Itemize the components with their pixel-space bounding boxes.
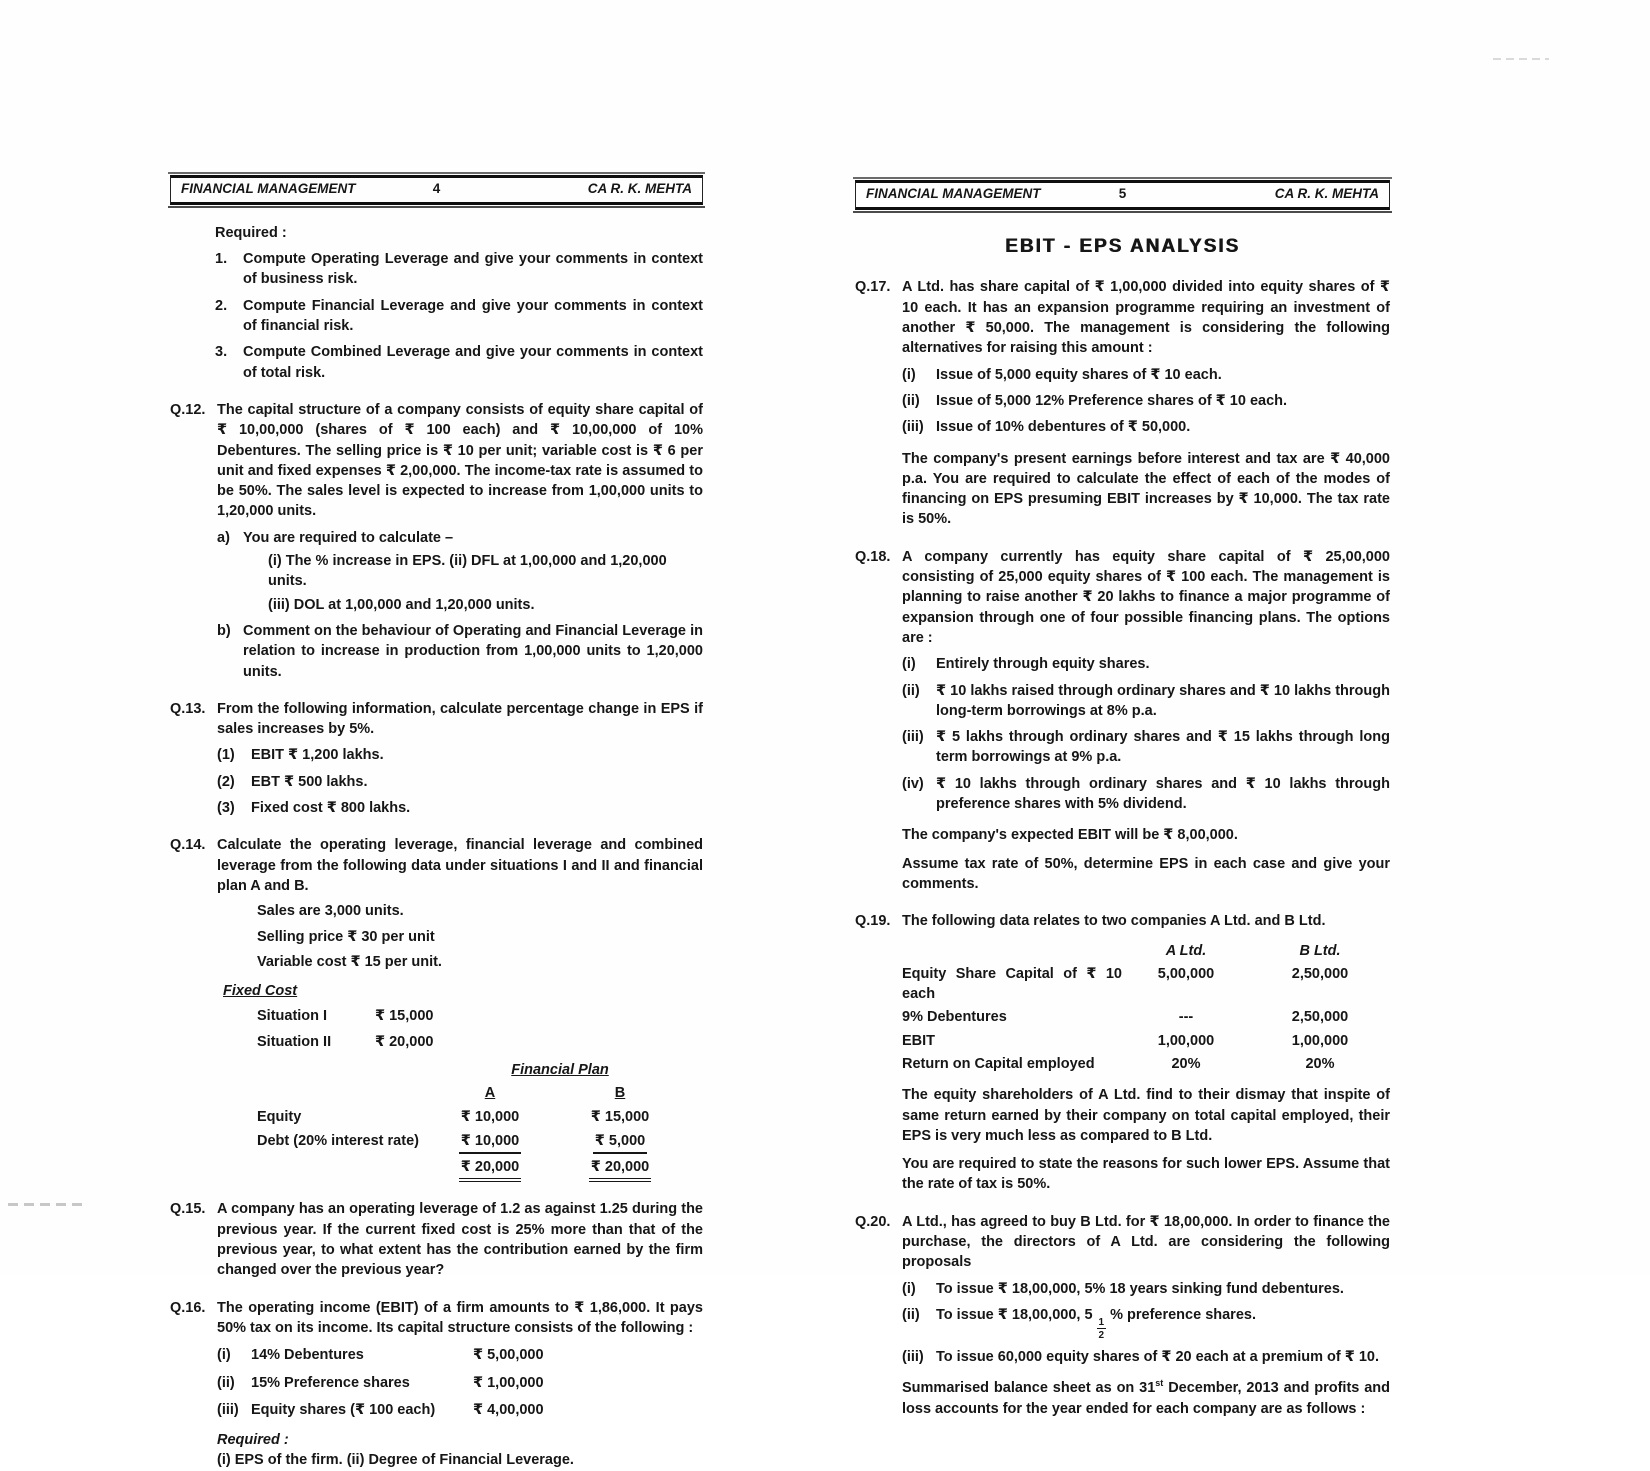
- item-number: (iii): [902, 419, 924, 436]
- table-row: [902, 1007, 1390, 1027]
- item-number: (i): [217, 1347, 231, 1364]
- closing-text: The company's present earnings before interest and tax are ₹ 40,000 p.a. You are required to calculate the effect of each of the modes of financing on EPS presuming EBIT increases by ₹ 10,000. The tax rate is 50%.: [902, 450, 1390, 528]
- list-item: [902, 654, 1390, 674]
- question-body: [902, 1212, 1390, 1419]
- question-q19: [855, 911, 1390, 1195]
- right-page-number: 5: [1118, 186, 1127, 201]
- closing-pre: Summarised balance sheet as on 31: [902, 1380, 1156, 1397]
- question-text: A company has an operating leverage of 1.2 as against 1.25 during the previous year. If the current fixed cost is 25% more than that of the previous year, to what extent has the contribution earned by the firm changed over the previous year?: [217, 1201, 703, 1279]
- amount-total: ₹ 20,000: [589, 1157, 651, 1182]
- question-number: Q.15.: [170, 1201, 206, 1218]
- plan-row-equity: [257, 1107, 703, 1128]
- table-row: [902, 964, 1390, 1005]
- question-body: [217, 1298, 703, 1471]
- spacer: [257, 1083, 429, 1103]
- closing-text: Assume tax rate of 50%, determine EPS in each case and give your comments.: [902, 855, 1390, 892]
- right-header-title: FINANCIAL MANAGEMENT: [866, 186, 1041, 201]
- list-item: [217, 745, 703, 765]
- col-b-ltd-header: B Ltd.: [1299, 942, 1341, 959]
- required-label: Required :: [215, 224, 287, 241]
- item-number: (2): [217, 773, 235, 790]
- fixed-cost-heading: Fixed Cost: [223, 983, 298, 1000]
- col-b-label: B: [614, 1085, 626, 1102]
- left-page-header-bar: [170, 175, 703, 205]
- question-q20: [855, 1212, 1390, 1419]
- plan-col-b-header: [551, 1083, 689, 1103]
- question-body: [217, 835, 703, 1182]
- item-number: (iii): [217, 1401, 239, 1418]
- fraction-numerator: 1: [1098, 1316, 1105, 1328]
- data-line: Selling price ₹ 30 per unit: [257, 928, 435, 945]
- required-block: [215, 223, 703, 383]
- cell-b: 1,00,000: [1291, 1032, 1349, 1049]
- question-body: [902, 547, 1390, 894]
- item-text: Compute Operating Leverage and give your comments in context of business risk.: [243, 251, 703, 288]
- proposal-item: [902, 1347, 1390, 1367]
- plan-col-a-header: [429, 1083, 551, 1103]
- situation-label: Situation I: [257, 1008, 328, 1025]
- proposal-item: [902, 1279, 1390, 1299]
- capital-structure-row: [217, 1345, 703, 1365]
- amount: ₹ 10,000: [460, 1108, 520, 1125]
- item-number: (i): [902, 656, 916, 673]
- list-item: [217, 772, 703, 792]
- question-text: Calculate the operating leverage, financial leverage and combined leverage from the following data under situations I and II and financial plan A and B.: [217, 837, 703, 894]
- item-text: Issue of 10% debentures of ₹ 50,000.: [936, 419, 1191, 436]
- item-number: 1.: [215, 251, 228, 268]
- item-value: ₹ 4,00,000: [473, 1401, 544, 1418]
- col-a-label: A: [484, 1085, 496, 1102]
- required-text: (i) EPS of the firm. (ii) Degree of Financial Leverage.: [217, 1452, 574, 1469]
- subpart-item: (i) The % increase in EPS. (ii) DFL at 1,00,000 and 1,20,000 units.: [268, 553, 667, 590]
- table-row: [902, 1054, 1390, 1074]
- list-item: [902, 417, 1390, 437]
- cell: [551, 1157, 689, 1182]
- question-text: A Ltd. has share capital of ₹ 1,00,000 divided into equity shares of ₹ 10 each. It has an expansion programme requiring an investment of another ₹ 50,000. The management is considering the following alternatives for raising this amount :: [902, 279, 1390, 357]
- list-item: [902, 391, 1390, 411]
- amount-underlined: ₹ 10,000: [459, 1131, 521, 1154]
- subpart-label: a): [217, 529, 230, 546]
- question-number: Q.17.: [855, 279, 891, 296]
- row-label: Debt (20% interest rate): [257, 1132, 419, 1149]
- plan-column-header-row: [257, 1083, 703, 1103]
- cell-a: 20%: [1171, 1055, 1201, 1072]
- cell: [551, 1107, 689, 1128]
- closing-text: [902, 1378, 1390, 1419]
- question-body: [217, 699, 703, 818]
- plan-row-total: [257, 1157, 703, 1182]
- proposal-item: [902, 1305, 1390, 1341]
- subpart-label: b): [217, 622, 231, 639]
- table-header-row: [902, 941, 1390, 961]
- item-text: Compute Combined Leverage and give your comments in context of total risk.: [243, 344, 703, 381]
- cell-b: 20%: [1305, 1055, 1335, 1072]
- item-number: (iii): [902, 1348, 924, 1365]
- closing-text: The company's expected EBIT will be ₹ 8,00,000.: [902, 827, 1238, 844]
- cell-a: ---: [1178, 1009, 1194, 1026]
- closing-text: You are required to state the reasons for such lower EPS. Assume that the rate of tax is 50%.: [902, 1156, 1390, 1193]
- row-label: Equity: [257, 1108, 302, 1125]
- cell-a: 5,00,000: [1157, 965, 1215, 982]
- data-line: Sales are 3,000 units.: [257, 903, 404, 920]
- situation-row: [257, 1006, 703, 1026]
- fraction-one-half: [1097, 1317, 1107, 1341]
- row-label: 9% Debentures: [902, 1009, 1007, 1026]
- question-number: Q.14.: [170, 837, 206, 854]
- scan-artifact-top-right: [1493, 58, 1549, 60]
- item-text: ₹ 5 lakhs through ordinary shares and ₹ 15 lakhs through long term borrowings at 9% p.a.: [936, 729, 1390, 766]
- subpart-content: [243, 528, 703, 615]
- item-number: (ii): [902, 682, 920, 699]
- question-text: The operating income (EBIT) of a firm amounts to ₹ 1,86,000. It pays 50% tax on its income. Its capital structure consists of the following :: [217, 1299, 703, 1336]
- item-number: (iii): [902, 729, 924, 746]
- item-number: (i): [902, 1280, 916, 1297]
- question-number: Q.18.: [855, 548, 891, 565]
- left-header-title: FINANCIAL MANAGEMENT: [181, 181, 356, 196]
- subpart-a: [217, 528, 703, 615]
- item-text: Issue of 5,000 equity shares of ₹ 10 each.: [936, 366, 1222, 383]
- question-q13: [170, 699, 703, 818]
- item-text: 15% Preference shares: [251, 1374, 410, 1391]
- question-q18: [855, 547, 1390, 894]
- situation-label: Situation II: [257, 1033, 332, 1050]
- closing-text: The equity shareholders of A Ltd. find to their dismay that inspite of same return earned by their company on total capital employed, their EPS is very much less as compared to B Ltd.: [902, 1087, 1390, 1144]
- question-text: From the following information, calculate percentage change in EPS if sales increases by 5%.: [217, 700, 703, 738]
- cell-b: 2,50,000: [1291, 965, 1349, 982]
- item-text-post: % preference shares.: [1110, 1306, 1256, 1323]
- right-page: [855, 180, 1390, 1419]
- required-item: [215, 296, 703, 337]
- question-text: The capital structure of a company consists of equity share capital of ₹ 10,00,000 (shares of ₹ 100 each) and ₹ 10,00,000 of 10% Debentures. The selling price is ₹ 10 per unit; variable cost is ₹ 6 per unit and fixed expenses ₹ 2,00,000. The income-tax rate is assumed to be 50%. The sales level is expected to increase from 1,00,000 units to 1,20,000 units.: [217, 401, 703, 520]
- item-text: ₹ 10 lakhs through ordinary shares and ₹ 10 lakhs through preference shares with 5% dividend.: [936, 775, 1390, 813]
- question-q15: [170, 1199, 703, 1280]
- item-text: 14% Debentures: [251, 1347, 364, 1364]
- question-text: The following data relates to two companies A Ltd. and B Ltd.: [902, 913, 1326, 930]
- item-value: ₹ 5,00,000: [473, 1347, 544, 1364]
- capital-structure-row: [217, 1373, 703, 1393]
- comparison-table: [902, 941, 1390, 1075]
- required-item: [215, 249, 703, 290]
- right-page-header-bar: [855, 180, 1390, 210]
- col-a-ltd-header: A Ltd.: [1165, 942, 1207, 959]
- question-text: A company currently has equity share capital of ₹ 25,00,000 consisting of 25,000 equity shares of ₹ 100 each. The management is planning to raise another ₹ 20 lakhs to finance a major programme of expansion through one of four possible financing plans. The options are :: [902, 548, 1390, 646]
- question-q14: [170, 835, 703, 1182]
- list-item: [902, 774, 1390, 815]
- item-number: 2.: [215, 297, 228, 314]
- spacer: [902, 941, 1122, 961]
- item-number: (ii): [217, 1374, 235, 1391]
- left-page-number: 4: [432, 181, 441, 196]
- closing-post: December, 2013 and profits and loss accounts for the year ended for each company are as follows :: [902, 1380, 1390, 1417]
- data-line: Variable cost ₹ 15 per unit.: [257, 953, 442, 970]
- list-item: [217, 798, 703, 818]
- amount: ₹ 15,000: [590, 1108, 650, 1125]
- list-item: [902, 727, 1390, 768]
- item-number: (iv): [902, 775, 924, 792]
- item-number: 3.: [215, 344, 228, 361]
- item-number: (i): [902, 366, 916, 383]
- item-text: Equity shares (₹ 100 each): [251, 1401, 436, 1418]
- question-number: Q.12.: [170, 401, 206, 418]
- subpart-item: (iii) DOL at 1,00,000 and 1,20,000 units.: [268, 596, 535, 613]
- financial-plan-heading: Financial Plan: [511, 1061, 609, 1078]
- amount-total: ₹ 20,000: [459, 1157, 521, 1182]
- cell: [429, 1131, 551, 1154]
- item-text: [936, 1305, 1390, 1341]
- scan-artifact-bottom-left: [8, 1203, 82, 1206]
- list-item: [902, 681, 1390, 722]
- row-label: EBIT: [902, 1032, 936, 1049]
- situation-row: [257, 1032, 703, 1052]
- item-number: (1): [217, 747, 235, 764]
- question-text: A Ltd., has agreed to buy B Ltd. for ₹ 18,00,000. In order to finance the purchase, the directors of A Ltd. are considering the following proposals: [902, 1213, 1390, 1271]
- fraction-denominator: 2: [1098, 1329, 1105, 1341]
- right-header-author: CA R. K. MEHTA: [1274, 186, 1379, 201]
- row-label: Return on Capital employed: [902, 1055, 1095, 1072]
- situation-value: ₹ 20,000: [375, 1033, 434, 1050]
- required-label: Required :: [217, 1432, 289, 1449]
- ordinal-superscript: st: [1155, 1378, 1164, 1389]
- item-text: Issue of 5,000 12% Preference shares of ₹ 10 each.: [936, 392, 1288, 409]
- row-label: Equity Share Capital of ₹ 10 each: [902, 965, 1122, 1003]
- item-value: ₹ 1,00,000: [473, 1374, 544, 1391]
- question-number: Q.13.: [170, 700, 206, 717]
- item-text: Fixed cost ₹ 800 lakhs.: [251, 800, 411, 817]
- cell: [429, 1107, 551, 1128]
- question-q16: [170, 1298, 703, 1471]
- cell-b: 2,50,000: [1291, 1009, 1349, 1026]
- item-number: (3): [217, 800, 235, 817]
- subpart-b: [217, 621, 703, 682]
- question-q17: [855, 277, 1390, 529]
- item-number: (ii): [902, 1306, 920, 1323]
- subpart-text: You are required to calculate –: [243, 529, 454, 546]
- capital-structure-row: [217, 1400, 703, 1420]
- item-text-pre: To issue ₹ 18,00,000, 5: [936, 1306, 1093, 1323]
- plan-row-debt: [257, 1131, 703, 1154]
- subpart-text: Comment on the behaviour of Operating and Financial Leverage in relation to increase in production from 1,00,000 units to 1,20,000 units.: [243, 622, 703, 680]
- left-header-author: CA R. K. MEHTA: [587, 181, 692, 196]
- situation-value: ₹ 15,000: [375, 1008, 434, 1025]
- item-text: To issue 60,000 equity shares of ₹ 20 each at a premium of ₹ 10.: [936, 1348, 1380, 1365]
- table-row: [902, 1031, 1390, 1051]
- required-item: [215, 342, 703, 383]
- question-body: [217, 1199, 703, 1280]
- cell-a: 1,00,000: [1157, 1032, 1215, 1049]
- list-item: [902, 365, 1390, 385]
- item-text: To issue ₹ 18,00,000, 5% 18 years sinking fund debentures.: [936, 1280, 1344, 1297]
- cell: [551, 1131, 689, 1154]
- question-body: [902, 277, 1390, 529]
- financial-plan-heading-row: [429, 1060, 691, 1080]
- question-number: Q.16.: [170, 1299, 206, 1316]
- question-q12: [170, 400, 703, 682]
- item-text: Compute Financial Leverage and give your comments in context of financial risk.: [243, 297, 703, 335]
- left-page: [170, 175, 703, 1471]
- question-body: [217, 400, 703, 682]
- item-number: (ii): [902, 392, 920, 409]
- question-number: Q.20.: [855, 1213, 891, 1230]
- item-text: EBIT ₹ 1,200 lakhs.: [251, 747, 384, 764]
- section-title: EBIT - EPS ANALYSIS: [1004, 235, 1241, 257]
- question-number: Q.19.: [855, 913, 891, 930]
- item-text: EBT ₹ 500 lakhs.: [251, 773, 368, 790]
- question-body: [902, 911, 1390, 1195]
- cell: [429, 1157, 551, 1182]
- row-label: [257, 1157, 429, 1182]
- amount-underlined: ₹ 5,000: [593, 1131, 647, 1154]
- item-text: Entirely through equity shares.: [936, 656, 1150, 673]
- item-text: ₹ 10 lakhs raised through ordinary shares and ₹ 10 lakhs through long-term borrowings at 8% p.a.: [936, 682, 1390, 719]
